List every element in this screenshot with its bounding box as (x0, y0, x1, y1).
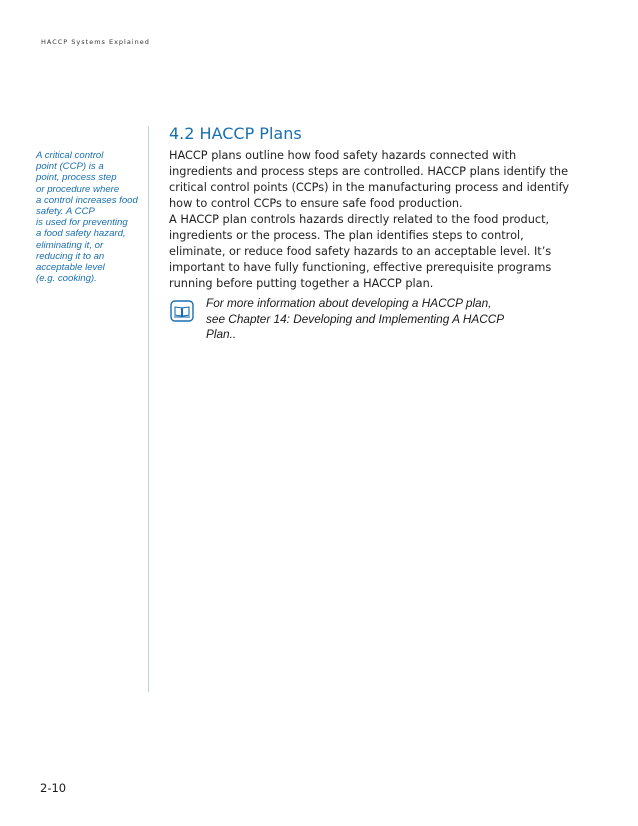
paragraph-line: eliminate, or reduce food safety hazards to an acceptable level. It’s (169, 245, 552, 258)
sidebar-line: eliminating it, or (36, 239, 104, 251)
sidebar-line: point (CCP) is a (36, 161, 104, 173)
body-paragraph-1 (169, 148, 570, 212)
paragraph-line: important to have fully functioning, effective prerequisite programs (169, 261, 552, 274)
page-number: 2-10 (40, 781, 67, 795)
sidebar-definition-note (36, 150, 144, 284)
column-divider (148, 126, 149, 692)
section-title: 4.2 HACCP Plans (169, 124, 302, 143)
sidebar-line: is used for preventing (36, 217, 128, 229)
sidebar-line: A critical control (36, 150, 104, 161)
paragraph-line: how to control CCPs to ensure safe food production. (169, 197, 463, 210)
sidebar-line: or procedure where (36, 183, 120, 195)
paragraph-line: A HACCP plan controls hazards directly related to the food product, (169, 213, 550, 226)
running-header: HACCP Systems Explained (41, 38, 150, 46)
book-icon (170, 300, 194, 322)
sidebar-line: safety. A CCP (36, 206, 95, 218)
sidebar-line: a control increases food (36, 194, 138, 206)
reference-line: For more information about developing a HACCP plan, (206, 296, 492, 310)
sidebar-line: a food safety hazard, (36, 228, 126, 240)
chapter-reference-note (206, 296, 526, 343)
body-paragraph-2 (169, 212, 552, 292)
sidebar-line: point, process step (36, 172, 117, 184)
sidebar-line: (e.g. cooking). (36, 273, 97, 285)
paragraph-line: running before putting together a HACCP plan. (169, 277, 434, 290)
sidebar-line: reducing it to an (36, 250, 105, 262)
paragraph-line: ingredients or the process. The plan identifies steps to control, (169, 229, 524, 242)
reference-line: Plan.. (206, 327, 237, 341)
paragraph-line: ingredients and process steps are controlled. HACCP plans identify the (169, 165, 569, 178)
paragraph-line: critical control points (CCPs) in the manufacturing process and identify (169, 181, 570, 194)
sidebar-line: acceptable level (36, 262, 105, 274)
paragraph-line: HACCP plans outline how food safety hazards connected with (169, 149, 517, 162)
reference-line: see Chapter 14: Developing and Implementing A HACCP (206, 311, 505, 326)
